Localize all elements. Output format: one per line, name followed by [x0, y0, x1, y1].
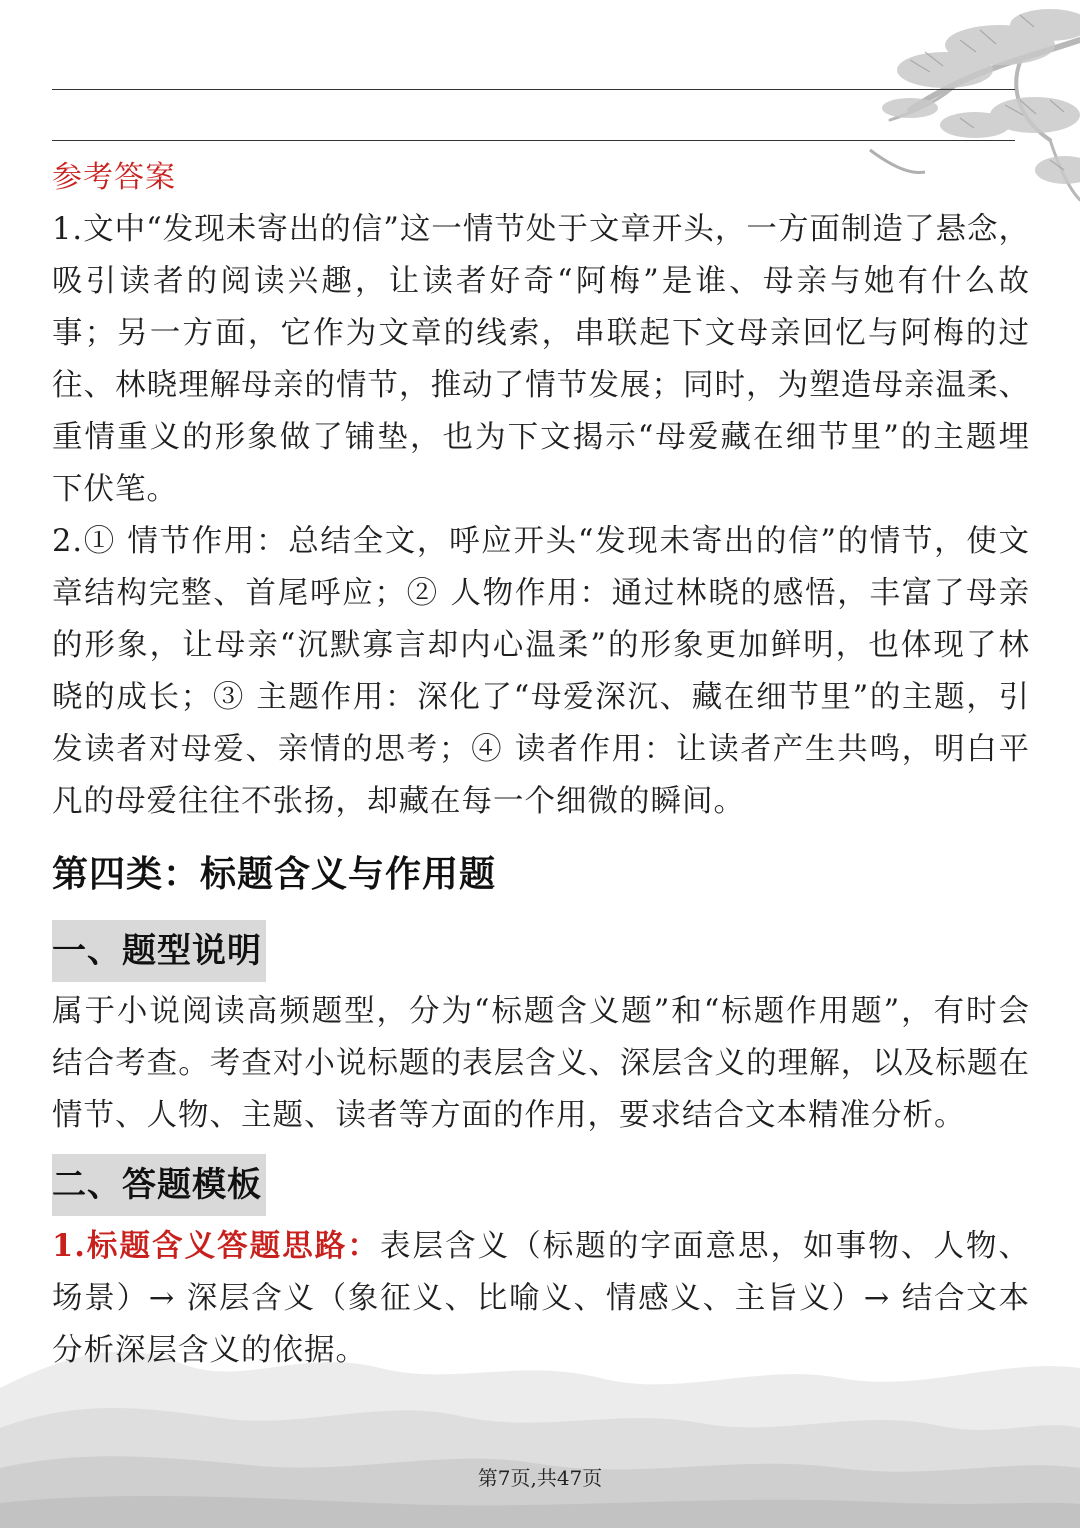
- page-content: [52, 152, 1030, 1377]
- template-item-1-body: 表层含义（标题的字面意思，如事物、人物、场景）→ 深层含义（象征义、比喻义、情感义、主旨义）→ 结合文本分析深层含义的依据。: [52, 1229, 1031, 1368]
- second-divider: [52, 140, 1015, 141]
- category-title: 第四类：标题含义与作用题: [52, 854, 497, 895]
- section-heading-type-description: 一、题型说明: [52, 920, 266, 982]
- answer-1: 1.文中“发现未寄出的信”这一情节处于文章开头，一方面制造了悬念，吸引读者的阅读兴趣，让读者好奇“阿梅”是谁、母亲与她有什么故事；另一方面，它作为文章的线索，串联起下文母亲回忆与阿梅的过往、林晓理解母亲的情节，推动了情节发展；同时，为塑造母亲温柔、重情重义的形象做了铺垫，也为下文揭示“母爱藏在细节里”的主题埋下伏笔。: [52, 212, 1030, 507]
- answer-2: 2.① 情节作用：总结全文，呼应开头“发现未寄出的信”的情节，使文章结构完整、首尾呼应；② 人物作用：通过林晓的感悟，丰富了母亲的形象，让母亲“沉默寡言却内心温柔”的形象更加鲜明，也体现了林晓的成长；③ 主题作用：深化了“母爱深沉、藏在细节里”的主题，引发读者对母爱、亲情的思考；④ 读者作用：让读者产生共鸣，明白平凡的母爱往往不张扬，却藏在每一个细微的瞬间。: [52, 524, 1030, 819]
- answer-label: 参考答案: [52, 160, 176, 195]
- template-item-1-label: 1.标题含义答题思路：: [52, 1228, 380, 1264]
- section-1-body: 属于小说阅读高频题型，分为“标题含义题”和“标题作用题”，有时会结合考查。考查对小说标题的表层含义、深层含义的理解，以及标题在情节、人物、主题、读者等方面的作用，要求结合文本精准分析。: [52, 994, 1030, 1133]
- section-heading-answer-template: 二、答题模板: [52, 1154, 266, 1216]
- template-item-1: [52, 1220, 1030, 1377]
- page-number: 第7页,共47页: [477, 1466, 603, 1490]
- top-divider: [52, 89, 1015, 90]
